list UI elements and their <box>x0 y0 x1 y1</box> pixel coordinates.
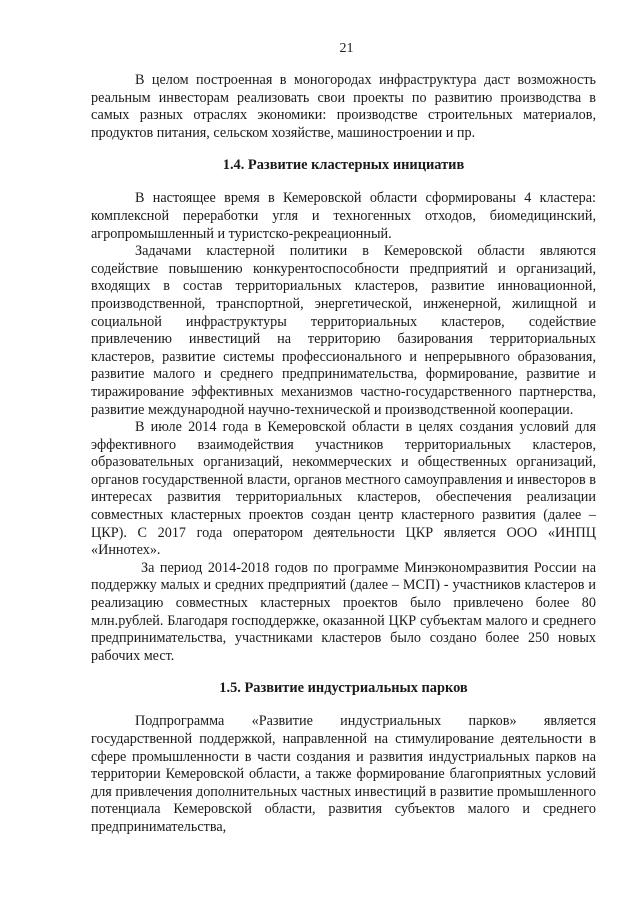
paragraph-sme-support: За период 2014-2018 годов по программе Минэкономразвития России на поддержку малых и средних предприятий (далее – МСП) - участников кластеров и реализацию совместных кластерных проектов было привлечено более 80 млн.рублей. Благодаря господдержке, оказанной ЦКР субъектам малого и среднего предпринимательства, участниками кластеров было создано более 250 новых рабочих мест. <box>91 559 596 664</box>
section-heading-1-5: 1.5. Развитие индустриальных парков <box>219 680 468 697</box>
document-page <box>91 40 596 837</box>
section-heading-1-4: 1.4. Развитие кластерных инициатив <box>222 157 465 174</box>
paragraph-cluster-center: В июле 2014 года в Кемеровской области в целях создания условий для эффективного взаимодействия участников территориальных кластеров, образовательных организаций, некоммерческих и общественных организаций, органов государственной власти, органов местного самоуправления и инвесторов в интересах развития территориальных кластеров, обеспечения реализации совместных кластерных проектов создан центр кластерного развития (далее – ЦКР). С 2017 года оператором деятельности ЦКР является ООО «ИНПЦ «Иннотех». <box>91 419 596 559</box>
intro-paragraph: В целом построенная в моногородах инфраструктура даст возможность реальным инвесторам реализовать свои проекты по развитию производства в самых разных отраслях экономики: производстве строительных материалов, продуктов питания, сельском хозяйстве, машиностроении и пр. <box>91 72 596 141</box>
paragraph-clusters-count: В настоящее время в Кемеровской области сформированы 4 кластера: комплексной переработки угля и техногенных отходов, биомедицинский, агропромышленный и туристско-рекреационный. <box>91 190 596 242</box>
paragraph-cluster-policy-tasks: Задачами кластерной политики в Кемеровской области являются содействие повышению конкурентоспособности предприятий и организаций, входящих в состав территориальных кластеров, развитие инновационной, производственной, транспортной, энергетической, инженерной, жилищной и социальной инфраструктуры территориальных кластеров, содействие привлечению инвестиций на территорию базирования территориальных кластеров, развитие системы профессионального и непрерывного образования, развитие малого и среднего предпринимательства, формирование, развитие и тиражирование эффективных механизмов частно-государственного партнерства, развитие международной научно-технической и производственной кооперации. <box>91 243 596 418</box>
page-number: 21 <box>339 41 354 56</box>
paragraph-industrial-parks: Подпрограмма «Развитие индустриальных парков» является государственной поддержкой, направленной на стимулирование деятельности в сфере промышленности в части создания и развития индустриальных парков на территории Кемеровской области, а также формирование благоприятных условий для привлечения дополнительных частных инвестиций в развитие промышленного потенциала Кемеровской области, развития субъектов малого и среднего предпринимательства, <box>91 713 596 835</box>
